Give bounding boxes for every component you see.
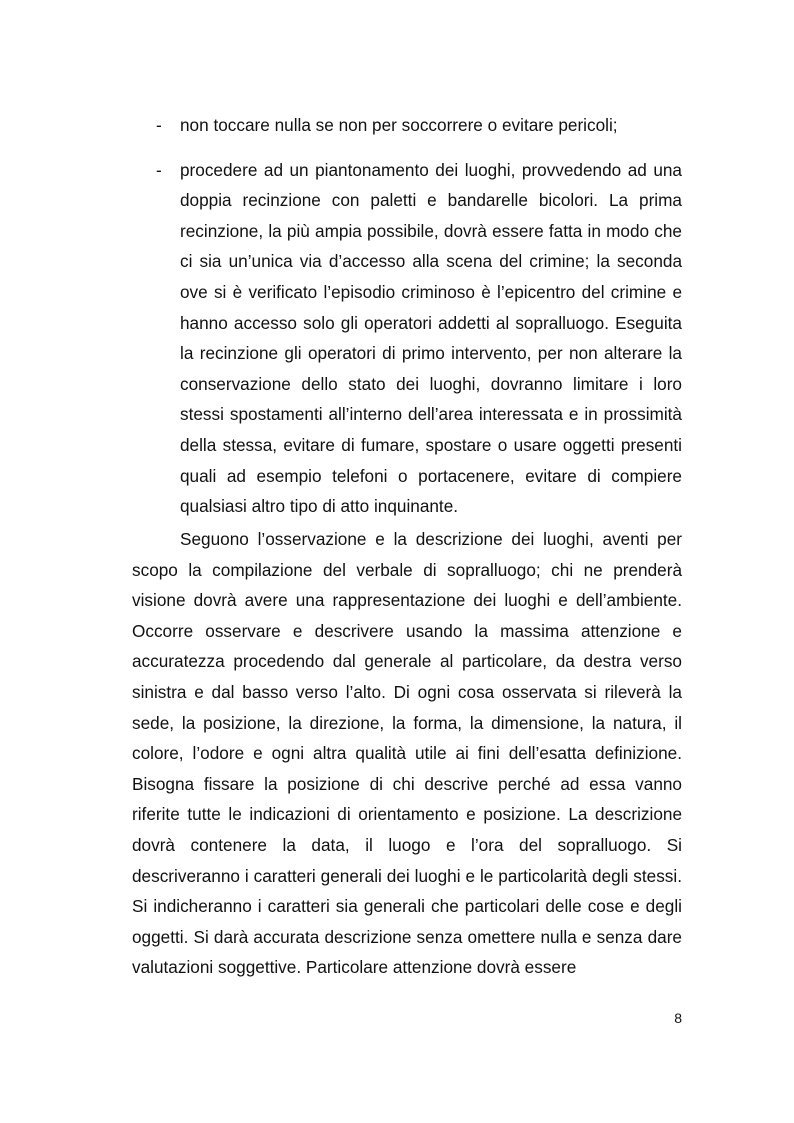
bullet-text: non toccare nulla se non per soccorrere o evitare pericoli; <box>180 115 618 135</box>
bullet-text: procedere ad un piantonamento dei luoghi, provvedendo ad una doppia recinzione con paletti e bandarelle bicolori. La prima recinzione, la più ampia possibile, dovrà essere fatta in modo che ci sia un’unica via d’accesso alla scena del crimine; la seconda ove si è verificato l’episodio criminoso è l’epicentro del crimine e hanno accesso solo gli operatori addetti al sopralluogo. Eseguita la recinzione gli operatori di primo intervento, per non alterare la conservazione dello stato dei luoghi, dovranno limitare i loro stessi spostamenti all’interno dell’area interessata e in prossimità della stessa, evitare di fumare, spostare o usare oggetti presenti quali ad esempio telefoni o portacenere, evitare di compiere qualsiasi altro tipo di atto inquinante. <box>180 159 682 517</box>
bullet-marker: - <box>156 159 162 180</box>
bullet-item <box>132 155 682 522</box>
bullet-list <box>132 110 682 536</box>
body-paragraph: Seguono l’osservazione e la descrizione dei luoghi, aventi per scopo la compilazione del verbale di sopralluogo; chi ne prenderà visione dovrà avere una rappresentazione dei luoghi e dell’ambiente. Occorre osservare e descrivere usando la massima attenzione e accuratezza procedendo dal generale al particolare, da destra verso sinistra e dal basso verso l’alto. Di ogni cosa osservata si rileverà la sede, la posizione, la direzione, la forma, la dimensione, la natura, il colore, l’odore e ogni altra qualità utile ai fini dell’esatta definizione. Bisogna fissare la posizione di chi descrive perché ad essa vanno riferite tutte le indicazioni di orientamento e posizione. La descrizione dovrà contenere la data, il luogo e l’ora del sopralluogo. Si descriveranno i caratteri generali dei luoghi e le particolarità degli stessi. Si indicheranno i caratteri sia generali che particolari delle cose e degli oggetti. Si darà accurata descrizione senza omettere nulla e senza dare valutazioni soggettive. Particolare attenzione dovrà essere <box>132 529 682 978</box>
bullet-item <box>132 110 682 141</box>
bullet-marker: - <box>156 115 162 135</box>
page-number: 8 <box>674 1010 682 1026</box>
